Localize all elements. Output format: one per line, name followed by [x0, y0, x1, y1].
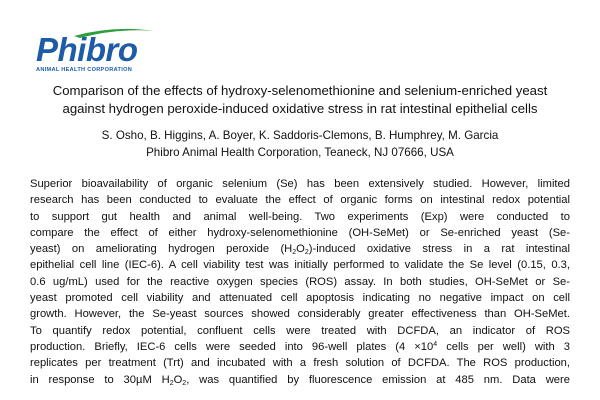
abstract-line: compare the effect of either hydroxy-selenomethionine (OH-SeMet) or Se-enriched yeast (Se- — [30, 226, 570, 239]
abstract-line: production. Briefly, IEC-6 cells were seeded into 96-well plates ($4 \times 10^4$ cells per well) with 3 — [30, 340, 570, 353]
abstract-line: in response to 30µM $H_2O_2$, was quantified by fluorescence emission at 485 nm. Data were — [30, 373, 570, 387]
title-line-2: against hydrogen peroxide-induced oxidative stress in rat intestinal epithelial cells — [62, 101, 538, 116]
abstract-line: research has been conducted to evaluate the effect of organic forms on intestinal redox potential — [30, 194, 570, 207]
title-line-1: Comparison of the effects of hydroxy-selenomethionine and selenium-enriched yeast — [52, 83, 548, 98]
author-block — [30, 127, 570, 161]
abstract-line: 0.6 ug/mL) used for the reactive oxygen species (ROS) assay. In both studies, OH-SeMet or Se- — [30, 275, 570, 288]
abstract — [30, 176, 570, 388]
logo-wordmark: Phibro — [36, 31, 138, 68]
paper-title — [30, 82, 570, 118]
abstract-line: yeast promoted cell viability and attenuated cell apoptosis indicating no negative impact on cell — [30, 292, 570, 305]
phibro-logo — [34, 27, 156, 77]
abstract-line: replicates per treatment (Trt) and incubated with a fresh solution of DCFDA. The ROS production, — [30, 357, 570, 370]
abstract-line: epithelial cell line (IEC-6). A cell viability test was initially performed to validate the Se level (0.15, 0.3, — [30, 259, 570, 272]
abstract-line: yeast) on ameliorating hydrogen peroxide $(H_2O_2)$-induced oxidative stress in a rat intestinal — [30, 243, 570, 257]
abstract-line: to support gut health and animal well-being. Two experiments (Exp) were conducted to — [30, 210, 570, 223]
abstract-line: To quantify redox potential, confluent cells were treated with DCFDA, an indicator of ROS — [30, 324, 570, 337]
abstract-line: Superior bioavailability of organic selenium (Se) has been extensively studied. However, limited — [30, 178, 570, 190]
authors: S. Osho, B. Higgins, A. Boyer, K. Saddoris-Clemons, B. Humphrey, M. Garcia — [101, 129, 499, 142]
affiliation: Phibro Animal Health Corporation, Teaneck, NJ 07666, USA — [146, 146, 454, 159]
abstract-line: growth. However, the Se-yeast sources showed considerably greater effectiveness than OH-SeMet. — [30, 308, 570, 321]
logo-tagline: ANIMAL HEALTH CORPORATION — [36, 67, 133, 73]
